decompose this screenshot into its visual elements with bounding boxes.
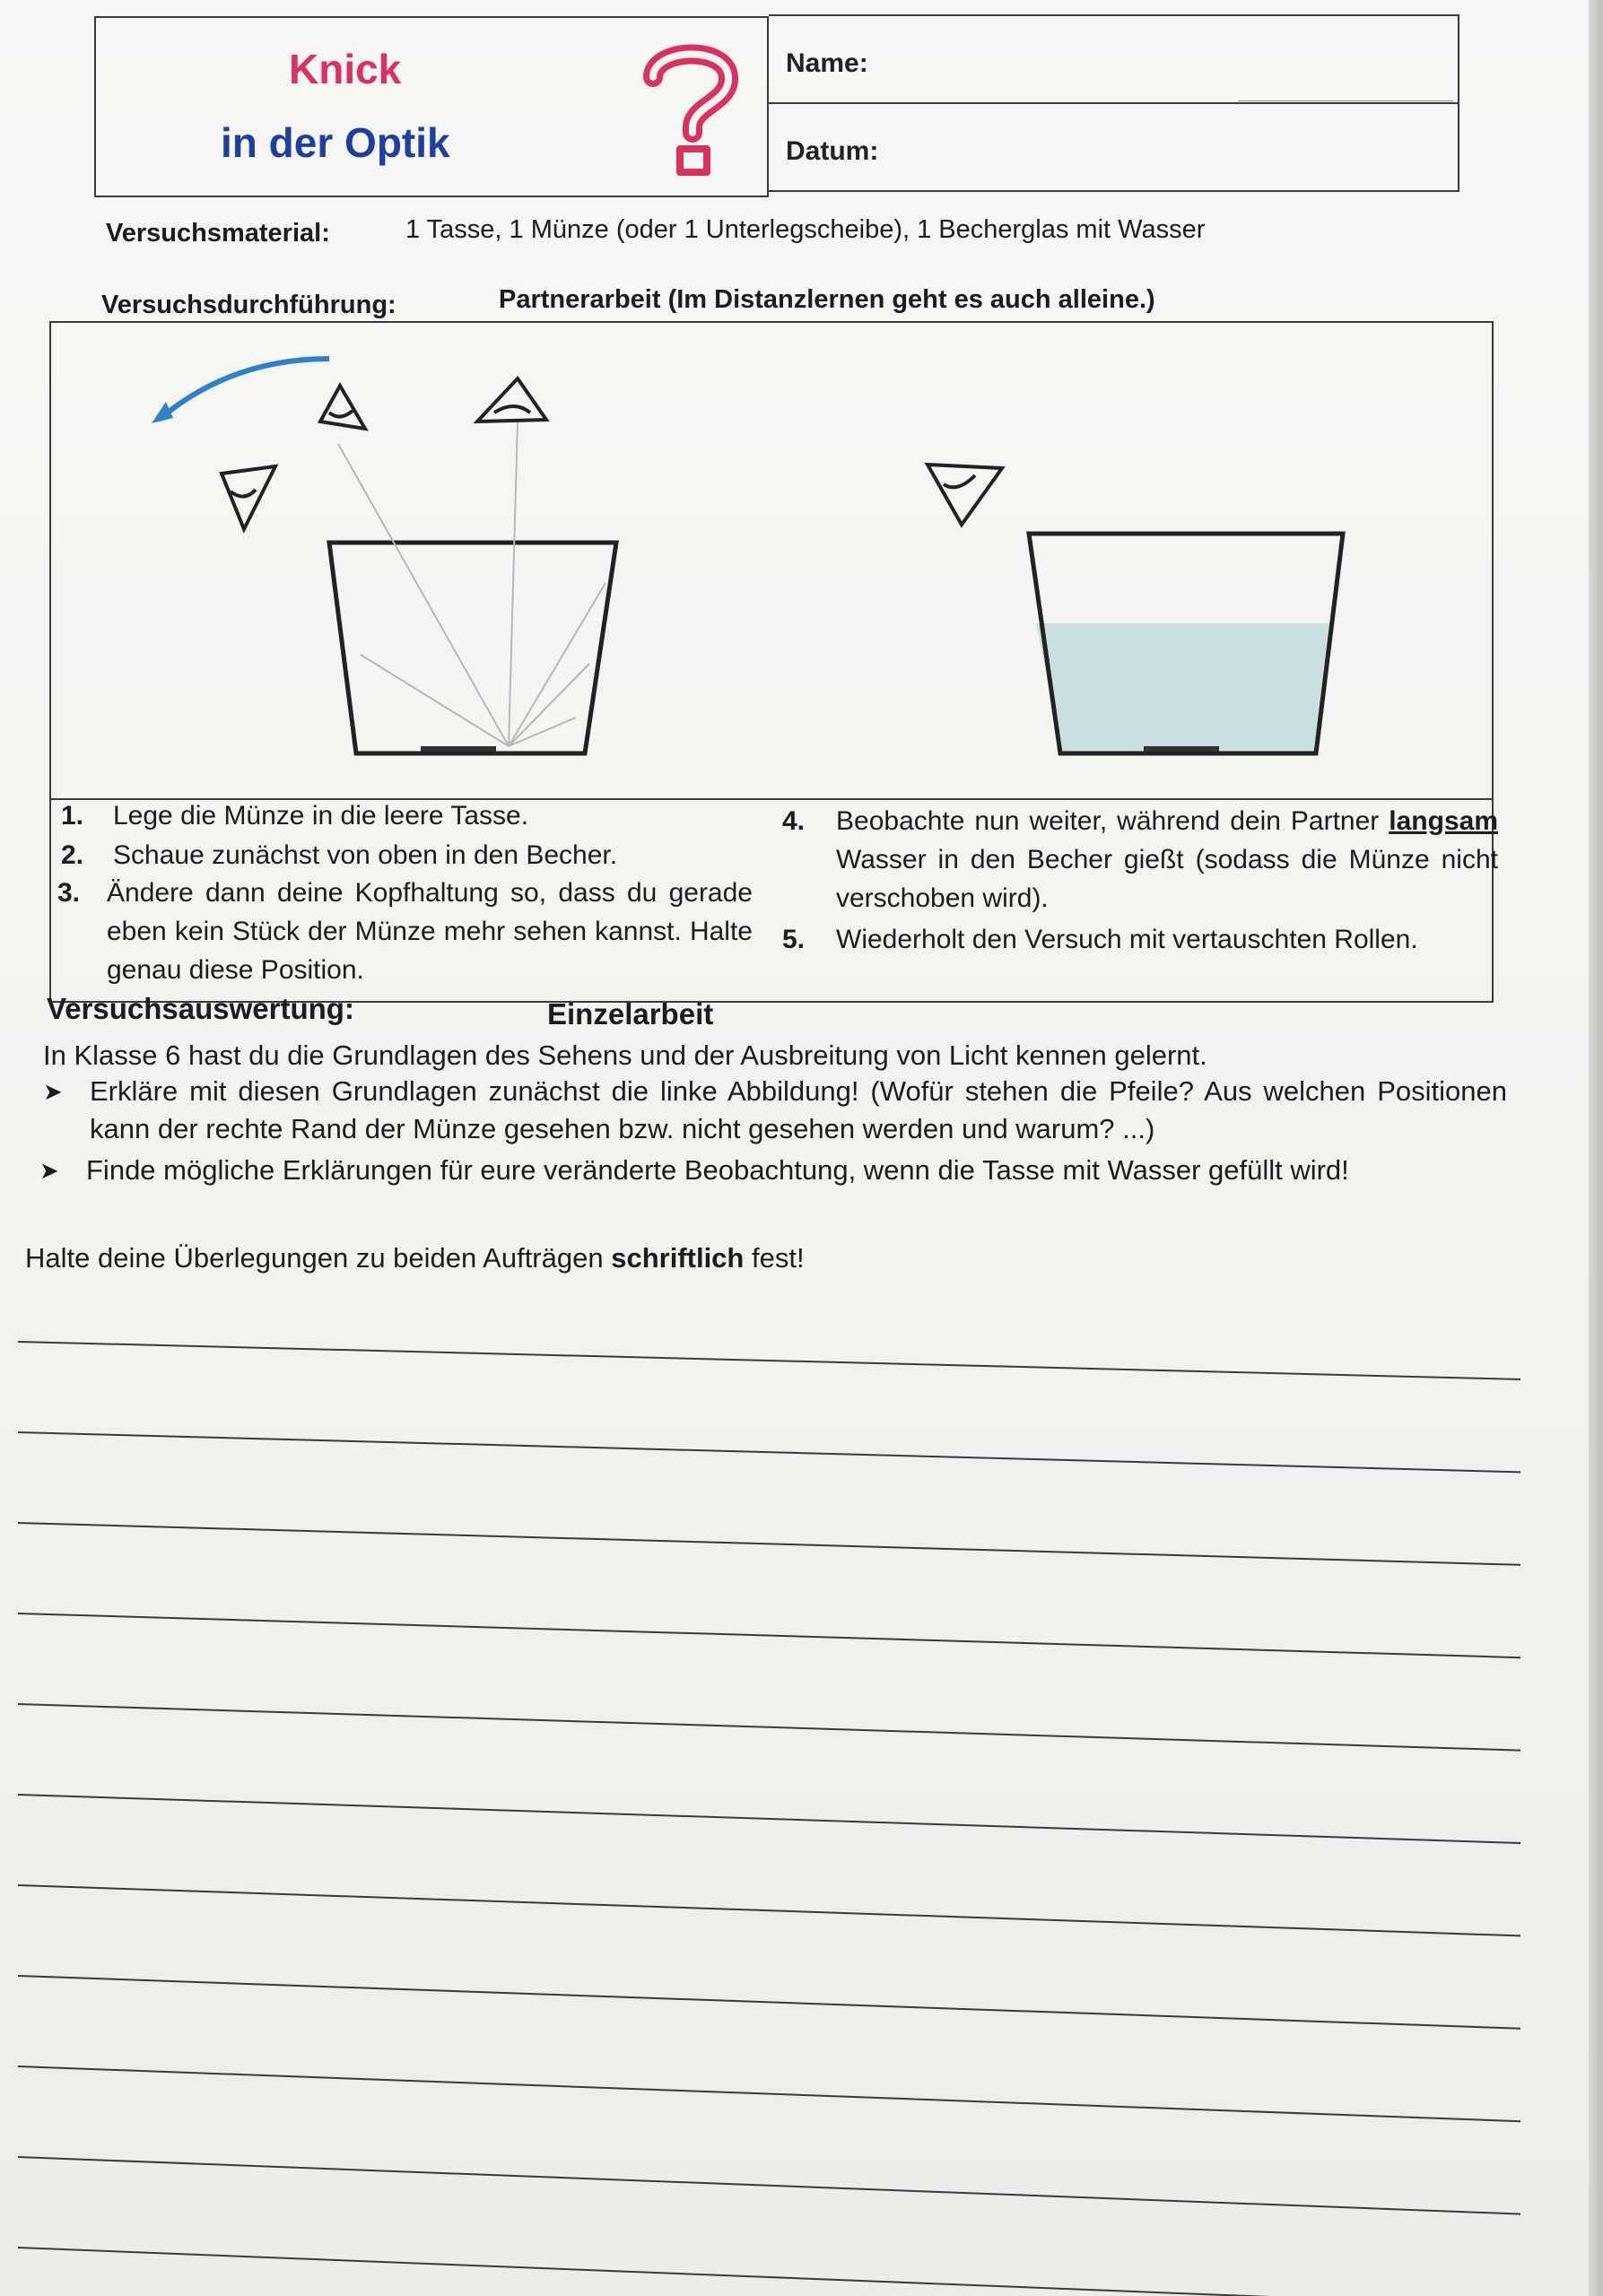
name-field-line[interactable] [1238, 100, 1453, 101]
step-1-number: 1. [61, 801, 84, 831]
procedure-label: Versuchsdurchführung: [101, 291, 396, 319]
evaluation-mode: Einzelarbeit [547, 997, 714, 1031]
answer-line[interactable] [18, 2066, 1520, 2121]
step-2-number: 2. [61, 840, 84, 870]
name-date-divider [769, 102, 1458, 104]
closing-after: fest! [744, 1242, 805, 1274]
step-1 [61, 796, 770, 837]
answer-line[interactable] [18, 1342, 1520, 1379]
evaluation-bullet-1 [43, 1073, 1514, 1153]
title-line-2 [221, 118, 450, 167]
answer-lines[interactable] [0, 1274, 1603, 2296]
title-in: in [221, 119, 269, 166]
step-2-text: Schaue zunächst von oben in den Becher. [113, 840, 618, 870]
coin-right [1144, 746, 1219, 752]
answer-line[interactable] [18, 1432, 1520, 1472]
answer-line[interactable] [18, 1704, 1520, 1751]
step-3 [57, 874, 775, 990]
step-4-text-after: Wasser in den Becher gießt (sodass die Münze nicht verschoben wird). [836, 845, 1498, 913]
title-optik: Optik [333, 119, 450, 166]
answer-line[interactable] [18, 1976, 1520, 2029]
closing-before: Halte deine Überlegungen zu beiden Aufträgen [25, 1242, 612, 1274]
evaluation-bullet-2-text: Finde mögliche Erklärungen für eure veränderte Beobachtung, wenn die Tasse mit Wasser gefüllt wird! [86, 1154, 1349, 1186]
answer-line[interactable] [18, 1523, 1520, 1565]
title-der: der [268, 119, 334, 166]
step-5-number: 5. [782, 925, 806, 954]
step-3-text: Ändere dann deine Kopfhaltung so, dass du gerade eben kein Stück der Münze mehr sehen kannst. Halte genau diese Position. [107, 878, 753, 985]
answer-line[interactable] [18, 1613, 1520, 1657]
evaluation-bullet-2 [39, 1152, 1514, 1232]
empty-cup [329, 543, 616, 753]
answer-line[interactable] [18, 1795, 1520, 1843]
step-2 [61, 836, 770, 876]
evaluation-closing [25, 1239, 1496, 1277]
step-4 [782, 802, 1500, 918]
water-fill [1036, 623, 1334, 752]
evaluation-bullet-1-text: Erkläre mit diesen Grundlagen zunächst die linke Abbildung! (Wofür stehen die Pfeile? Aus welchen Positionen kann der rechte Rand der Münze gesehen bzw. nicht gesehen werden und warum? ...) [90, 1075, 1507, 1144]
evaluation-label: Versuchsauswertung: [47, 992, 354, 1025]
step-1-text: Lege die Münze in die leere Tasse. [113, 801, 529, 831]
evaluation-intro: In Klasse 6 hast du die Grundlagen des Sehens und der Ausbreitung von Licht kennen gelernt. [43, 1039, 1207, 1071]
closing-emphasis: schriftlich [611, 1242, 745, 1274]
name-label: Name: [786, 48, 868, 78]
title-line-1: Knick [289, 46, 402, 92]
bullet-arrow-icon: ➤ [39, 1157, 59, 1184]
question-mark-icon [637, 39, 745, 183]
step-4-emphasis: langsam [1389, 806, 1498, 836]
answer-line[interactable] [18, 2157, 1520, 2214]
step-3-number: 3. [57, 878, 81, 908]
bullet-arrow-icon: ➤ [43, 1078, 63, 1105]
date-label: Datum: [786, 136, 879, 166]
right-figure [928, 465, 1343, 753]
experiment-figure [51, 323, 1492, 798]
arrow-head-icon [152, 402, 173, 423]
head-movement-arrow [159, 359, 329, 420]
answer-line[interactable] [18, 2248, 1520, 2296]
step-4-text [836, 802, 1498, 918]
step-4-number: 4. [782, 806, 806, 836]
coin-left [421, 746, 496, 752]
left-figure [152, 359, 616, 753]
material-value: 1 Tasse, 1 Münze (oder 1 Unterlegscheibe), 1 Becherglas mit Wasser [405, 215, 1206, 244]
procedure-value: Partnerarbeit (Im Distanzlernen geht es auch alleine.) [499, 285, 1155, 314]
step-5-text: Wiederholt den Versuch mit vertauschten Rollen. [836, 925, 1418, 954]
step-5 [782, 920, 1500, 1001]
step-4-text-before: Beobachte nun weiter, während dein Partner [836, 806, 1390, 836]
eye-icons [222, 378, 546, 529]
answer-line[interactable] [18, 1885, 1520, 1935]
eye-icon-right [928, 465, 1002, 525]
material-label: Versuchsmaterial: [106, 219, 330, 248]
